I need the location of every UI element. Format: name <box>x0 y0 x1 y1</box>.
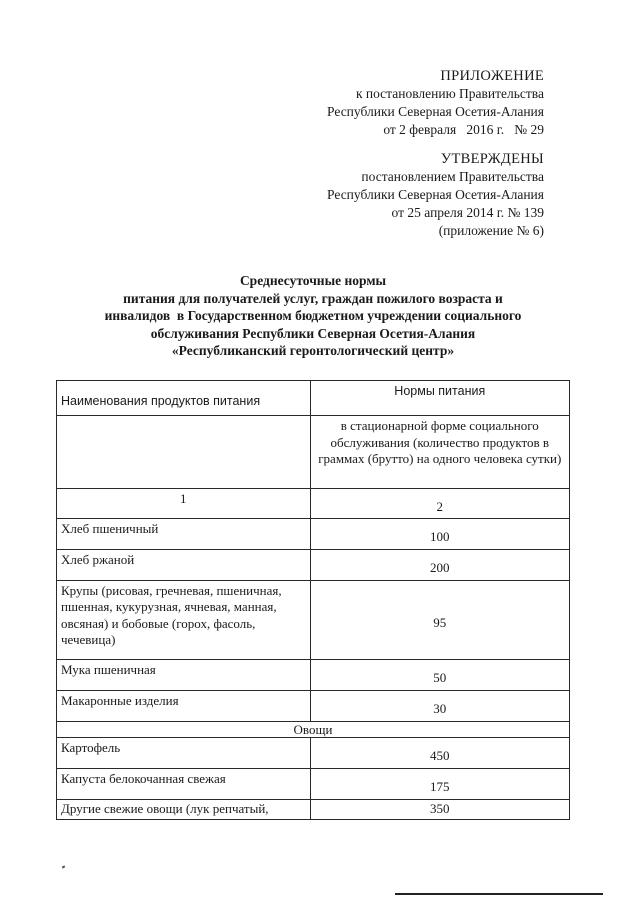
approved-line-3: от 25 апреля 2014 г. № 139 <box>391 205 544 220</box>
scan-edge-line <box>395 893 603 895</box>
product-value: 50 <box>310 659 569 690</box>
appendix-block <box>327 67 544 139</box>
appendix-line-3: от 2 февраля 2016 г. № 29 <box>383 122 544 137</box>
approved-line-1: постановлением Правительства <box>361 169 544 184</box>
table-row <box>57 799 570 820</box>
table-row <box>57 737 570 768</box>
table-row <box>57 549 570 580</box>
product-name: Хлеб ржаной <box>57 549 311 580</box>
title-line-3: инвалидов в Государственном бюджетном учреждении социального <box>104 308 522 324</box>
product-name: Крупы (рисовая, гречневая, пшеничная, пшенная, кукурузная, ячневая, манная, овсяная) и бобовые (горох, фасоль, чечевица) <box>57 580 311 659</box>
approved-line-2: Республики Северная Осетия-Алания <box>327 187 544 202</box>
table-row <box>57 518 570 549</box>
approved-heading: УТВЕРЖДЕНЫ <box>440 151 544 167</box>
approved-line-4: (приложение № 6) <box>438 223 544 238</box>
subheader-empty-cell <box>57 416 311 489</box>
product-name: Макаронные изделия <box>57 690 311 721</box>
product-name: Мука пшеничная <box>57 659 311 690</box>
title-line-5: «Республиканский геронтологический центр» <box>171 343 455 359</box>
header-norms: Нормы питания <box>310 381 569 416</box>
table-row <box>57 659 570 690</box>
document-title <box>60 272 566 360</box>
product-value: 350 <box>310 799 569 820</box>
product-value: 100 <box>310 518 569 549</box>
appendix-heading: ПРИЛОЖЕНИЕ <box>440 68 544 84</box>
column-number-1: 1 <box>57 489 311 519</box>
appendix-line-2: Республики Северная Осетия-Алания <box>327 104 544 119</box>
title-line-4: обслуживания Республики Северная Осетия-Алания <box>150 325 476 341</box>
table-row <box>57 690 570 721</box>
section-vegetables-label: Овощи <box>57 721 570 737</box>
title-line-1: Среднесуточные нормы <box>239 273 387 288</box>
product-name: Капуста белокочанная свежая <box>57 768 311 799</box>
product-name: Другие свежие овощи (лук репчатый, <box>57 799 311 820</box>
section-row-vegetables <box>57 721 570 737</box>
subheader-norms-description: в стационарной форме социального обслуживания (количество продуктов в граммах (брутто) на одного человека сутки) <box>310 416 569 489</box>
table-header-row <box>57 381 570 416</box>
product-value: 175 <box>310 768 569 799</box>
product-value: 200 <box>310 549 569 580</box>
product-name: Хлеб пшеничный <box>57 518 311 549</box>
appendix-line-1: к постановлению Правительства <box>355 86 544 101</box>
scan-speck <box>62 865 66 868</box>
product-value: 95 <box>310 580 569 659</box>
column-number-2: 2 <box>310 489 569 519</box>
column-numbers-row <box>57 489 570 519</box>
table-subheader-row <box>57 416 570 489</box>
product-value: 450 <box>310 737 569 768</box>
header-product-names: Наименования продуктов питания <box>57 381 311 416</box>
table-row <box>57 580 570 659</box>
product-value: 30 <box>310 690 569 721</box>
nutrition-norms-table <box>56 380 570 820</box>
product-name: Картофель <box>57 737 311 768</box>
approved-block <box>327 150 544 240</box>
table-row <box>57 768 570 799</box>
title-line-2: питания для получателей услуг, граждан пожилого возраста и <box>123 290 503 306</box>
